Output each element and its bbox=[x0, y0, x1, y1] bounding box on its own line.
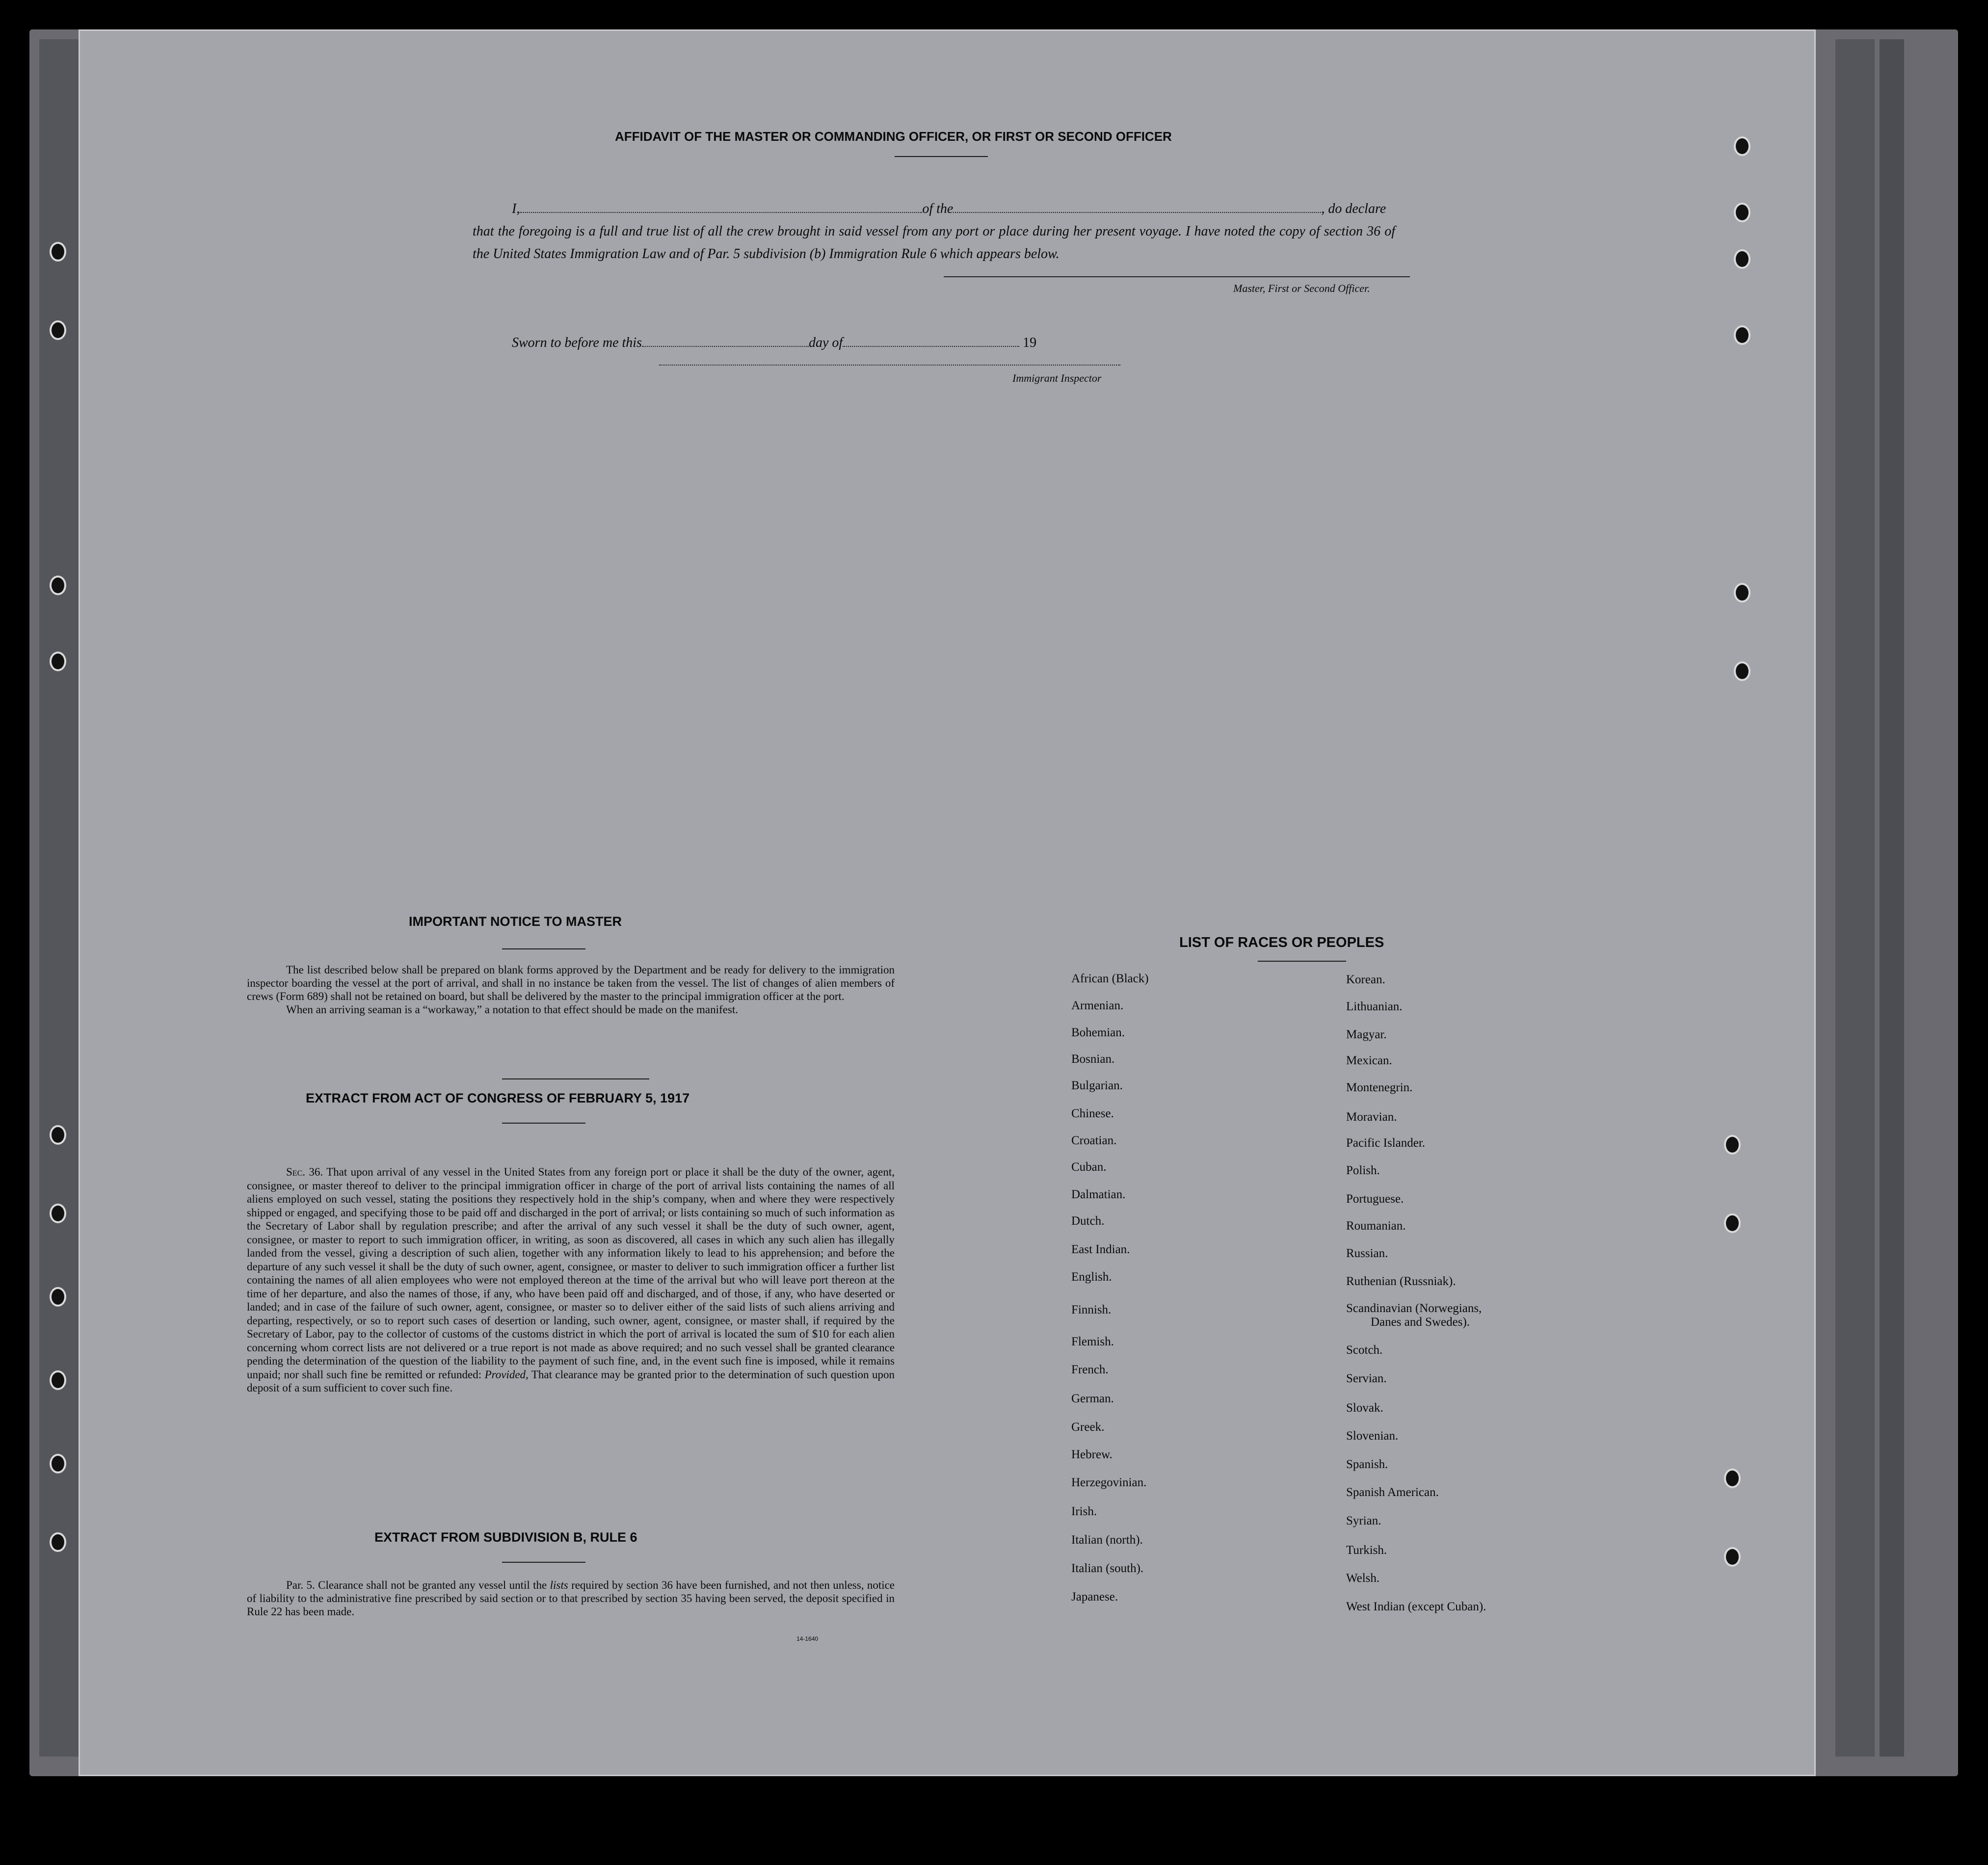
affidavit-title: AFFIDAVIT OF THE MASTER OR COMMANDING OFFICER, OR FIRST OR SECOND OFFICER bbox=[615, 129, 1172, 144]
rule6-rule bbox=[502, 1562, 585, 1563]
punch-hole bbox=[50, 320, 66, 340]
affidavit-body bbox=[473, 198, 1395, 265]
race-item: Irish. bbox=[1071, 1505, 1097, 1518]
race-item: Bulgarian. bbox=[1071, 1079, 1123, 1092]
punch-hole bbox=[50, 652, 66, 671]
manifest-page bbox=[79, 29, 1816, 1776]
section-36-body: That upon arrival of any vessel in the United States from any foreign port or place it shall be the duty of the owner, agent, consignee, or master thereof to deliver to the principal immigration officer in charge of the port of arrival lists containing the names of all aliens employed on such vessel, stating the positions they respectively hold in the ship’s company, when and where they were respectively shipped or engaged, and specifying those to be paid off and discharged in the port of arrival; or lists containing so much of such information as the Secretary of Labor shall by regulation prescribe; and after the arrival of any such vessel it shall be the duty of such owner, agent, consignee, or master to report to such immigration officer, in writing, as soon as discovered, all cases in which any such alien has illegally landed from the vessel, giving a description of such alien, together with any information likely to lead to his apprehension; and before the departure of any such vessel it shall be the duty of such owner, agent, consignee, or master to deliver to such immigration officer a further list containing the names of all alien employees who were not employed thereon at the time of the arrival but who will leave port thereon at the time of her departure, and also the names of those, if any, who have been paid off and discharged, and of those, if any, who have deserted or landed; and in case of the failure of such owner, agent, consignee, or master so to deliver either of the said lists of such aliens arriving and departing, respectively, or so to report such cases of desertion or landing, such owner, agent, consignee, or master shall, if required by the Secretary of Labor, pay to the collector of customs of the customs district in which the port of arrival is located the sum of $10 for each alien concerning whom correct lists are not delivered or a true report is not made as above required; and no such vessel shall be granted clearance pending the determination of the question of the liability to the payment of such fine, and, in the event such fine is imposed, while it remains unpaid; nor shall such fine be remitted or refunded: bbox=[247, 1166, 895, 1381]
punch-hole bbox=[50, 242, 66, 262]
notice-end-rule bbox=[502, 1078, 649, 1079]
race-item: Russian. bbox=[1346, 1247, 1388, 1260]
sworn-line bbox=[512, 335, 1036, 351]
sworn-prefix: Sworn to before me this bbox=[512, 335, 642, 350]
race-item: Scandinavian (Norwegians, bbox=[1346, 1302, 1482, 1315]
punch-hole bbox=[1734, 583, 1750, 603]
provided-label: Provided, bbox=[484, 1368, 529, 1381]
race-item: Hebrew. bbox=[1071, 1448, 1113, 1461]
race-item: Roumanian. bbox=[1346, 1219, 1406, 1233]
race-item: Magyar. bbox=[1346, 1028, 1387, 1041]
race-item: Slovenian. bbox=[1346, 1429, 1399, 1443]
page-edge-right bbox=[1835, 39, 1875, 1757]
race-item: Greek. bbox=[1071, 1420, 1105, 1434]
par5-text bbox=[247, 1578, 895, 1618]
race-item: Dalmatian. bbox=[1071, 1188, 1126, 1201]
punch-hole bbox=[50, 1287, 66, 1307]
race-item: Moravian. bbox=[1346, 1110, 1397, 1124]
punch-hole bbox=[50, 1125, 66, 1145]
race-item: Polish. bbox=[1346, 1164, 1380, 1177]
race-item: Italian (north). bbox=[1071, 1533, 1143, 1547]
affidavit-statement: that the foregoing is a full and true list of all the crew brought in said vessel from any port or place during her present voyage. I have noted the copy of section 36 of the United States Immigration Law and of Par. 5 subdivision (b) Immigration Rule 6 which appears below. bbox=[473, 224, 1395, 262]
punch-hole bbox=[50, 1532, 66, 1552]
month-field[interactable] bbox=[843, 346, 1019, 347]
race-item: Welsh. bbox=[1346, 1572, 1380, 1585]
lists-word: lists bbox=[550, 1579, 568, 1591]
punch-hole bbox=[1724, 1547, 1741, 1567]
punch-hole bbox=[1724, 1213, 1741, 1233]
race-item: Herzegovinian. bbox=[1071, 1476, 1147, 1489]
section-36-text bbox=[247, 1165, 895, 1395]
race-item: Croatian. bbox=[1071, 1134, 1117, 1147]
punch-hole bbox=[1734, 136, 1750, 156]
notice-paragraph-2: When an arriving seaman is a “workaway,” a notation to that effect should be made on the manifest. bbox=[286, 1003, 738, 1016]
race-item: Italian (south). bbox=[1071, 1562, 1144, 1575]
race-item: Bohemian. bbox=[1071, 1026, 1125, 1039]
race-item: Flemish. bbox=[1071, 1335, 1114, 1348]
race-item: Syrian. bbox=[1346, 1514, 1381, 1527]
race-item: Slovak. bbox=[1346, 1401, 1383, 1415]
race-item: Lithuanian. bbox=[1346, 1000, 1403, 1013]
race-item: Scotch. bbox=[1346, 1343, 1383, 1357]
punch-hole bbox=[50, 576, 66, 595]
affidavit-lead: I, bbox=[512, 201, 520, 216]
notice-paragraph-1: The list described below shall be prepared on blank forms approved by the Department and be ready for delivery to the immigration inspector boarding the vessel at the port of arrival, and shall in no instance be taken from the vessel. The list of changes of alien members of crews (Form 689) shall not be retained on board, but shall be delivered by the master to the principal immigration officer at the port. bbox=[247, 964, 895, 1002]
race-item: Armenian. bbox=[1071, 999, 1124, 1012]
par5-text-a: Par. 5. Clearance shall not be granted any vessel until the bbox=[286, 1579, 547, 1591]
punch-hole bbox=[1724, 1469, 1741, 1488]
master-name-field[interactable] bbox=[520, 212, 922, 213]
vessel-name-field[interactable] bbox=[953, 212, 1321, 213]
punch-hole bbox=[1734, 661, 1750, 681]
races-title: LIST OF RACES OR PEOPLES bbox=[1179, 935, 1384, 950]
race-item: Portuguese. bbox=[1346, 1192, 1404, 1206]
race-item: Turkish. bbox=[1346, 1544, 1387, 1557]
par5-text-b: required by section 36 have been furnished, and not then unless, notice of liability to the administrative fine prescribed by said section or to that prescribed by section 35 having been served, the deposit specified in Rule 22 has been made. bbox=[247, 1579, 895, 1618]
race-item: Mexican. bbox=[1346, 1054, 1392, 1067]
race-item: Dutch. bbox=[1071, 1214, 1105, 1228]
punch-hole bbox=[1734, 249, 1750, 269]
race-item: Ruthenian (Russniak). bbox=[1346, 1275, 1456, 1288]
punch-hole bbox=[50, 1204, 66, 1223]
rule6-title: EXTRACT FROM SUBDIVISION B, RULE 6 bbox=[374, 1530, 637, 1545]
races-rule bbox=[1258, 961, 1346, 962]
day-field[interactable] bbox=[642, 346, 809, 347]
punch-hole bbox=[1724, 1135, 1741, 1155]
race-item: Servian. bbox=[1346, 1372, 1387, 1385]
race-item: French. bbox=[1071, 1363, 1109, 1376]
year-prefix: 19 bbox=[1023, 335, 1037, 350]
page-edge-far-right bbox=[1880, 39, 1904, 1757]
race-item: African (Black) bbox=[1071, 972, 1149, 985]
punch-hole bbox=[50, 1454, 66, 1473]
inspector-signature-line[interactable] bbox=[659, 365, 1120, 366]
notice-rule bbox=[502, 948, 585, 949]
punch-hole bbox=[50, 1370, 66, 1390]
signature-line[interactable] bbox=[944, 276, 1410, 277]
day-of-label: day of bbox=[808, 335, 843, 350]
race-item: Spanish American. bbox=[1346, 1486, 1439, 1499]
race-item: Chinese. bbox=[1071, 1107, 1114, 1120]
race-item: Danes and Swedes). bbox=[1371, 1315, 1470, 1329]
race-item: Bosnian. bbox=[1071, 1052, 1115, 1066]
race-item: East Indian. bbox=[1071, 1243, 1130, 1256]
affidavit-first-line bbox=[473, 198, 1395, 220]
section-36-end: That clearance may be granted prior to the determination of such question upon deposit of a sum sufficient to cover such fine. bbox=[247, 1368, 895, 1394]
race-item: German. bbox=[1071, 1392, 1114, 1405]
page-edge-left bbox=[39, 39, 79, 1757]
inspector-caption: Immigrant Inspector bbox=[1012, 372, 1102, 384]
title-rule bbox=[895, 156, 988, 157]
notice-body bbox=[247, 963, 895, 1016]
race-item: West Indian (except Cuban). bbox=[1346, 1600, 1486, 1613]
punch-hole bbox=[1734, 203, 1750, 222]
signature-caption: Master, First or Second Officer. bbox=[1233, 282, 1370, 294]
race-item: Japanese. bbox=[1071, 1590, 1118, 1603]
do-declare-label: , do declare bbox=[1321, 201, 1386, 216]
of-the-label: of the bbox=[922, 201, 954, 216]
act-title: EXTRACT FROM ACT OF CONGRESS OF FEBRUARY 5, 1917 bbox=[306, 1091, 690, 1105]
race-item: English. bbox=[1071, 1270, 1112, 1284]
race-item: Cuban. bbox=[1071, 1160, 1107, 1174]
race-item: Pacific Islander. bbox=[1346, 1136, 1426, 1150]
race-item: Montenegrin. bbox=[1346, 1081, 1413, 1094]
notice-title: IMPORTANT NOTICE TO MASTER bbox=[409, 914, 622, 929]
punch-hole bbox=[1734, 325, 1750, 345]
act-rule bbox=[502, 1123, 585, 1124]
race-item: Finnish. bbox=[1071, 1303, 1112, 1316]
section-label: Sec. 36. bbox=[286, 1166, 323, 1178]
race-item: Spanish. bbox=[1346, 1458, 1388, 1471]
form-number: 14-1640 bbox=[796, 1635, 819, 1642]
race-item: Korean. bbox=[1346, 973, 1385, 986]
